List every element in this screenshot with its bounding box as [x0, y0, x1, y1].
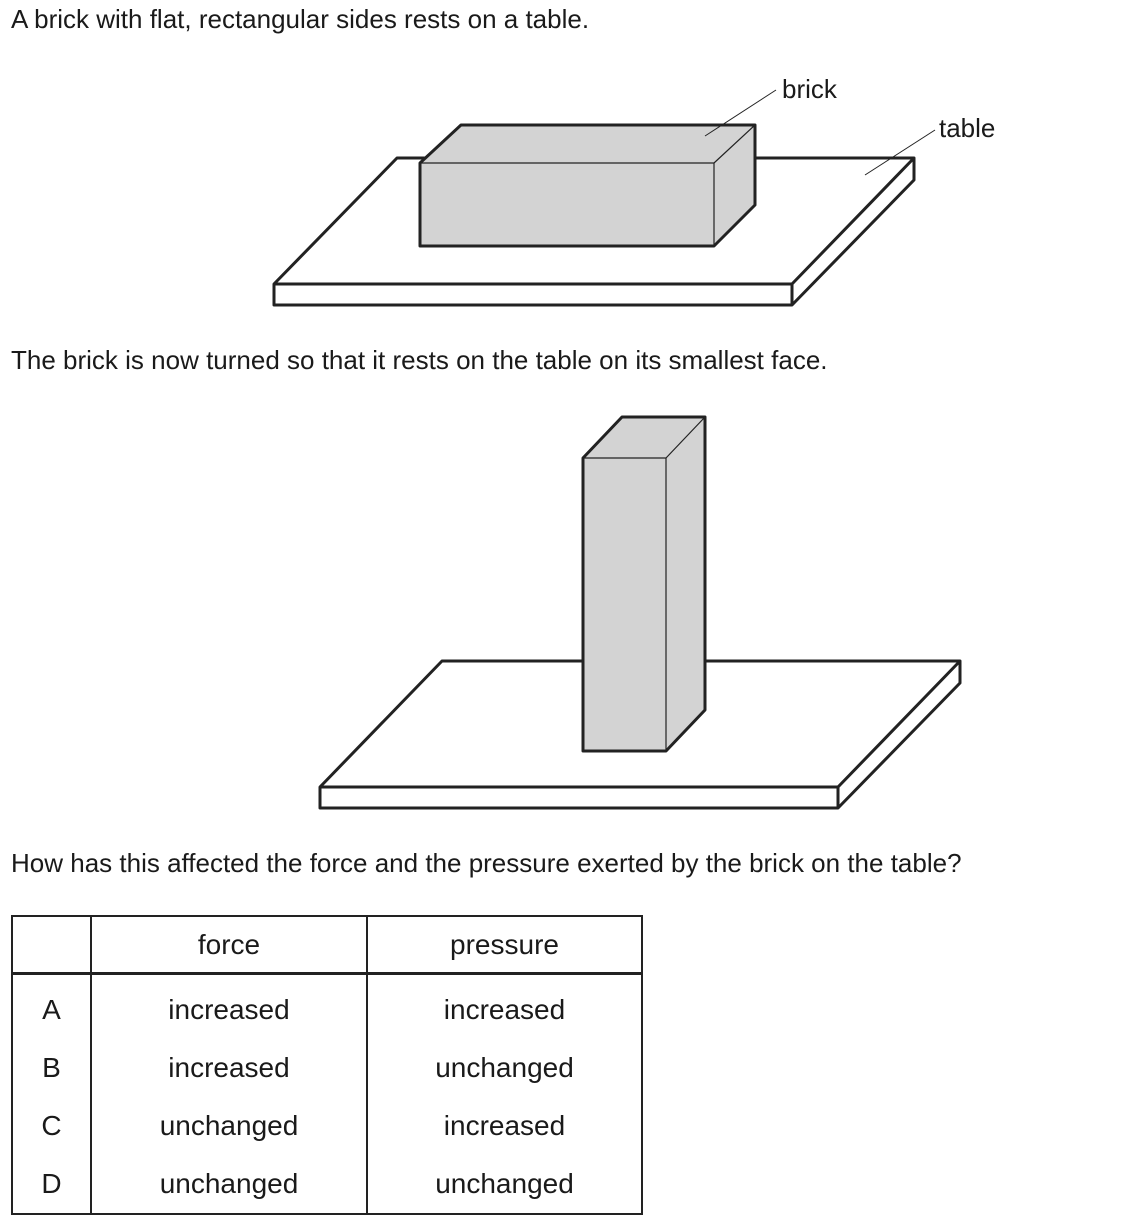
- option-row-a[interactable]: [12, 974, 642, 1040]
- option-row-c[interactable]: [12, 1097, 642, 1155]
- option-row-b[interactable]: [12, 1039, 642, 1097]
- option-pressure: unchanged: [367, 1155, 642, 1214]
- option-key: C: [12, 1097, 91, 1155]
- turned-text: The brick is now turned so that it rests on the table on its smallest face.: [11, 345, 828, 375]
- option-key: A: [12, 974, 91, 1040]
- option-force: unchanged: [91, 1155, 367, 1214]
- option-pressure: increased: [367, 1097, 642, 1155]
- option-pressure: increased: [367, 974, 642, 1040]
- brick-figure-1: [420, 125, 755, 246]
- table-label: table: [939, 113, 996, 143]
- option-force: increased: [91, 1039, 367, 1097]
- option-force: unchanged: [91, 1097, 367, 1155]
- brick-figure-2: [583, 417, 705, 751]
- header-pressure: pressure: [367, 916, 642, 974]
- header-force: force: [91, 916, 367, 974]
- table-header-row: [12, 916, 642, 974]
- option-key: B: [12, 1039, 91, 1097]
- brick-label: brick: [782, 74, 837, 104]
- answer-options-table: [11, 915, 643, 1215]
- option-row-d[interactable]: [12, 1155, 642, 1214]
- header-key: [12, 916, 91, 974]
- option-pressure: unchanged: [367, 1039, 642, 1097]
- option-force: increased: [91, 974, 367, 1040]
- prompt-text: How has this affected the force and the pressure exerted by the brick on the table?: [11, 848, 962, 878]
- intro-text: A brick with flat, rectangular sides rests on a table.: [11, 4, 590, 34]
- option-key: D: [12, 1155, 91, 1214]
